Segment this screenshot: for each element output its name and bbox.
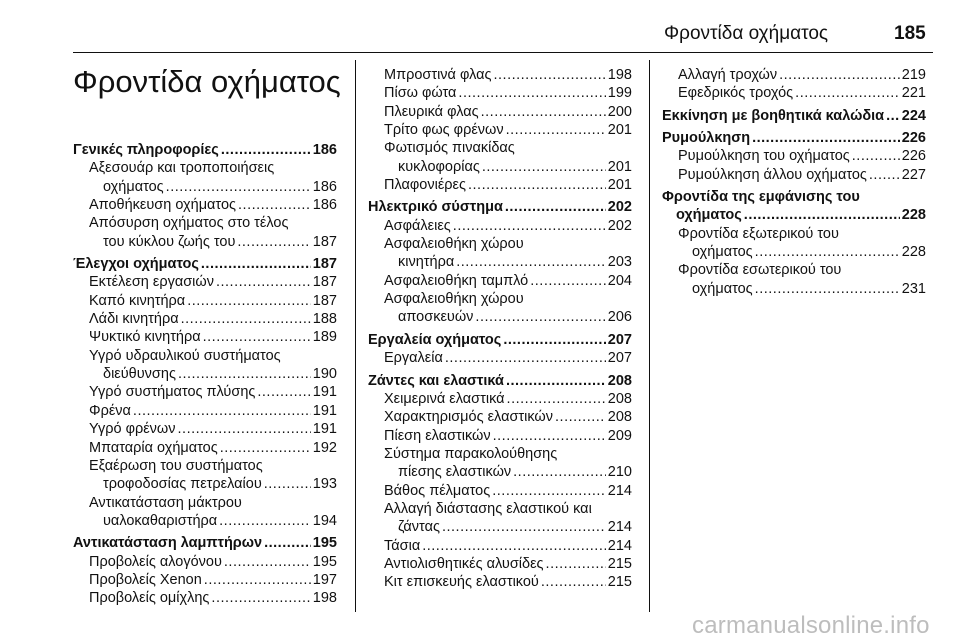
dot-leader — [493, 66, 605, 84]
column-divider-1 — [355, 60, 356, 612]
toc-page-number: 194 — [312, 512, 337, 529]
toc-entry[interactable] — [368, 217, 632, 235]
dot-leader — [453, 217, 606, 235]
dot-leader — [744, 206, 900, 224]
toc-entry[interactable] — [662, 147, 926, 165]
toc-entry[interactable] — [73, 589, 337, 607]
toc-entry-title: Φροντίδα της εμφάνισης του — [662, 189, 860, 206]
toc-entry-title: Τάσια — [384, 537, 421, 554]
toc-entry[interactable] — [73, 196, 337, 214]
dot-leader — [530, 272, 606, 290]
dot-leader — [257, 383, 310, 401]
toc-page-number: 215 — [607, 574, 632, 591]
toc-entry-title: Ασφαλειοθήκη χώρου — [384, 236, 524, 253]
toc-entry[interactable] — [73, 457, 337, 494]
toc-entry[interactable] — [368, 573, 632, 591]
toc-entry-title: Χειμερινά ελαστικά — [384, 390, 505, 407]
toc-entry-title: Υγρό συστήματος πλύσης — [89, 384, 256, 401]
toc-entry-title: Ηλεκτρικό σύστημα — [368, 199, 503, 216]
toc-entry[interactable] — [368, 121, 632, 139]
dot-leader — [546, 555, 606, 573]
dot-leader — [503, 331, 605, 349]
toc-page-number: 207 — [607, 331, 632, 348]
dot-leader — [445, 349, 606, 367]
toc-entry-title: αποσκευών — [398, 309, 474, 326]
dot-leader — [506, 372, 606, 390]
toc-page-number: 198 — [312, 590, 337, 607]
toc-entry-title: Απόσυρση οχήματος στο τέλος — [89, 215, 289, 232]
chapter-title: Φροντίδα οχήματος — [73, 64, 341, 99]
dot-leader — [852, 147, 900, 165]
dot-leader — [886, 107, 900, 125]
toc-page-number: 186 — [312, 197, 337, 214]
toc-entry-title: οχήματος — [692, 244, 753, 261]
toc-page-number: 191 — [312, 384, 337, 401]
dot-leader — [221, 141, 311, 159]
toc-entry-title: Μπροστινά φλας — [384, 67, 492, 83]
dot-leader — [264, 534, 311, 552]
toc-page-number: 204 — [607, 272, 632, 289]
toc-page-number: 206 — [607, 309, 632, 326]
toc-section-entry[interactable] — [662, 129, 926, 147]
toc-entry-title: Κιτ επισκευής ελαστικού — [384, 574, 539, 591]
dot-leader — [869, 166, 900, 184]
toc-entry-title: Πλευρικά φλας — [384, 103, 479, 120]
header-divider — [73, 52, 933, 53]
toc-entry[interactable] — [368, 427, 632, 445]
toc-entry-title: πίεσης ελαστικών — [398, 464, 512, 481]
toc-entry-title: Εργαλεία οχήματος — [368, 331, 502, 348]
toc-page-number: 199 — [607, 85, 632, 102]
toc-page-number: 210 — [607, 464, 632, 481]
toc-entry-title: Εργαλεία — [384, 350, 443, 367]
toc-entry-title: διεύθυνσης — [103, 366, 176, 383]
toc-entry-title: Λάδι κινητήρα — [89, 311, 179, 328]
toc-page-number: 228 — [901, 244, 926, 261]
toc-page-number: 221 — [901, 85, 926, 102]
toc-entry[interactable] — [73, 420, 337, 438]
toc-entry[interactable] — [368, 235, 632, 272]
dot-leader — [541, 573, 606, 591]
toc-page-number: 187 — [312, 233, 337, 250]
toc-section-entry[interactable] — [368, 372, 632, 390]
toc-section-entry[interactable] — [73, 534, 337, 552]
toc-entry-title: Πίεση ελαστικών — [384, 427, 491, 444]
toc-entry[interactable] — [662, 225, 926, 262]
toc-page-number: 227 — [901, 166, 926, 183]
dot-leader — [211, 589, 310, 607]
toc-entry-title: Αξεσουάρ και τροποποιήσεις — [89, 160, 275, 177]
toc-entry[interactable] — [368, 84, 632, 102]
toc-entry[interactable] — [73, 402, 337, 420]
toc-entry-title: Ρυμούλκηση του οχήματος — [678, 148, 850, 165]
toc-entry-title: Προβολείς αλογόνου — [89, 553, 222, 570]
toc-entry[interactable] — [73, 159, 337, 196]
toc-entry-title: Φροντίδα εσωτερικού του — [678, 262, 842, 279]
toc-page-number: 189 — [312, 329, 337, 346]
toc-entry[interactable] — [73, 310, 337, 328]
toc-section-entry[interactable] — [662, 188, 926, 225]
toc-entry-title: Γενικές πληροφορίες — [73, 142, 219, 158]
dot-leader — [187, 292, 311, 310]
toc-entry[interactable] — [73, 347, 337, 384]
toc-entry-title: Προβολείς Xenon — [89, 571, 202, 588]
toc-entry-title: Ρυμούλκηση άλλου οχήματος — [678, 166, 867, 183]
dot-leader — [422, 537, 606, 555]
toc-entry-title: Καπό κινητήρα — [89, 292, 186, 309]
dot-leader — [238, 196, 311, 214]
toc-page-number: 200 — [607, 103, 632, 120]
toc-entry[interactable] — [368, 537, 632, 555]
toc-page-number: 224 — [901, 107, 926, 124]
toc-entry[interactable] — [662, 166, 926, 184]
toc-page-number: 203 — [607, 254, 632, 271]
toc-page-number: 215 — [607, 555, 632, 572]
toc-entry-title: Φρένα — [89, 402, 131, 419]
dot-leader — [505, 198, 606, 216]
toc-page-number: 202 — [607, 199, 632, 216]
dot-leader — [795, 84, 900, 102]
toc-entry-title: Ασφαλειοθήκη ταμπλό — [384, 272, 529, 289]
toc-page-number: 207 — [607, 350, 632, 367]
dot-leader — [507, 390, 606, 408]
toc-entry-title: Μπαταρία οχήματος — [89, 439, 218, 456]
watermark-text: carmanualsonline.info — [692, 612, 930, 639]
toc-entry[interactable] — [368, 290, 632, 327]
toc-section-entry[interactable] — [73, 141, 337, 159]
toc-entry-title: Χαρακτηρισμός ελαστικών — [384, 409, 554, 426]
toc-entry[interactable] — [368, 272, 632, 290]
toc-entry-title: Εξαέρωση του συστήματος — [89, 457, 263, 474]
dot-leader — [442, 518, 606, 536]
toc-page-number: 208 — [607, 409, 632, 426]
dot-leader — [506, 121, 606, 139]
toc-page-number: 219 — [901, 67, 926, 83]
dot-leader — [492, 482, 606, 500]
toc-entry[interactable] — [73, 439, 337, 457]
toc-entry-title: Ασφάλειες — [384, 217, 451, 234]
dot-leader — [237, 233, 310, 251]
toc-page-number: 214 — [607, 519, 632, 536]
toc-page-number: 228 — [901, 207, 926, 224]
toc-page-number: 191 — [312, 421, 337, 438]
toc-entry[interactable] — [368, 103, 632, 121]
toc-column-2 — [368, 66, 632, 592]
toc-entry[interactable] — [73, 328, 337, 346]
toc-page-number: 226 — [901, 130, 926, 147]
dot-leader — [755, 280, 900, 298]
dot-leader — [555, 408, 606, 426]
toc-entry[interactable] — [368, 139, 632, 176]
toc-page-number: 188 — [312, 311, 337, 328]
toc-section-entry[interactable] — [368, 198, 632, 216]
toc-page-number: 195 — [312, 553, 337, 570]
toc-entry[interactable] — [368, 349, 632, 367]
toc-entry-title: Αντιολισθητικές αλυσίδες — [384, 555, 544, 572]
toc-page-number: 195 — [312, 535, 337, 552]
dot-leader — [204, 571, 311, 589]
toc-entry[interactable] — [368, 555, 632, 573]
dot-leader — [201, 255, 311, 273]
toc-entry-title: Φροντίδα εξωτερικού του — [678, 225, 839, 242]
toc-entry[interactable] — [662, 84, 926, 102]
toc-entry-title: Εφεδρικός τροχός — [678, 85, 794, 102]
dot-leader — [203, 328, 311, 346]
toc-page-number: 192 — [312, 439, 337, 456]
column-divider-2 — [649, 60, 650, 612]
toc-entry[interactable] — [662, 66, 926, 84]
dot-leader — [181, 310, 311, 328]
toc-page-number: 187 — [312, 292, 337, 309]
toc-page-number: 214 — [607, 537, 632, 554]
toc-entry-title: Ζάντες και ελαστικά — [368, 372, 504, 389]
toc-entry[interactable] — [73, 553, 337, 571]
toc-entry[interactable] — [368, 445, 632, 482]
toc-page-number: 201 — [607, 177, 632, 194]
dot-leader — [178, 365, 311, 383]
toc-section-entry[interactable] — [662, 107, 926, 125]
toc-entry-title: κινητήρα — [398, 254, 455, 271]
toc-entry-title: Πίσω φώτα — [384, 85, 457, 102]
toc-entry-title: Προβολείς ομίχλης — [89, 590, 210, 607]
toc-entry-title: Αλλαγή διάστασης ελαστικού και — [384, 500, 592, 517]
toc-entry-title: Αντικατάσταση λαμπτήρων — [73, 535, 263, 552]
toc-page-number: 187 — [312, 256, 337, 273]
toc-entry-title: υαλοκαθαριστήρα — [103, 512, 218, 529]
toc-entry[interactable] — [368, 500, 632, 537]
toc-entry-title: Υγρό φρένων — [89, 421, 176, 438]
dot-leader — [220, 439, 311, 457]
toc-entry[interactable] — [73, 383, 337, 401]
toc-page-number: 191 — [312, 402, 337, 419]
running-header-title: Φροντίδα οχήματος — [664, 23, 829, 44]
dot-leader — [493, 427, 606, 445]
dot-leader — [468, 176, 606, 194]
toc-entry-title: Υγρό υδραυλικού συστήματος — [89, 347, 281, 364]
dot-leader — [216, 273, 311, 291]
dot-leader — [456, 253, 606, 271]
toc-entry-title: οχήματος — [676, 207, 742, 224]
toc-column-1 — [73, 141, 337, 608]
toc-section-entry[interactable] — [73, 255, 337, 273]
toc-entry-title: Έλεγχοι οχήματος — [73, 256, 199, 273]
toc-entry[interactable] — [662, 261, 926, 298]
toc-entry[interactable] — [73, 292, 337, 310]
toc-page-number: 198 — [607, 67, 632, 83]
toc-page-number: 226 — [901, 148, 926, 165]
toc-entry-title: Ρυμούλκηση — [662, 130, 751, 147]
dot-leader — [752, 129, 900, 147]
dot-leader — [755, 243, 900, 261]
dot-leader — [219, 512, 311, 530]
toc-page-number: 186 — [312, 142, 337, 158]
toc-entry-title: Αποθήκευση οχήματος — [89, 197, 237, 214]
toc-page-number: 201 — [607, 122, 632, 139]
dot-leader — [475, 308, 605, 326]
toc-entry-title: Τρίτο φως φρένων — [384, 122, 504, 139]
dot-leader — [513, 463, 606, 481]
toc-section-entry[interactable] — [368, 331, 632, 349]
toc-entry-title: ζάντας — [398, 519, 440, 536]
toc-page-number: 209 — [607, 427, 632, 444]
toc-entry[interactable] — [73, 214, 337, 251]
toc-entry[interactable] — [368, 482, 632, 500]
toc-page-number: 201 — [607, 158, 632, 175]
toc-entry[interactable] — [73, 273, 337, 291]
dot-leader — [224, 553, 311, 571]
dot-leader — [166, 178, 311, 196]
toc-page-number: 214 — [607, 482, 632, 499]
toc-entry[interactable] — [368, 176, 632, 194]
dot-leader — [481, 103, 606, 121]
toc-page-number: 202 — [607, 217, 632, 234]
toc-page-number: 190 — [312, 366, 337, 383]
toc-entry-title: Σύστημα παρακολούθησης — [384, 445, 558, 462]
toc-entry[interactable] — [368, 390, 632, 408]
toc-entry-title: οχήματος — [692, 280, 753, 297]
toc-entry-title: τροφοδοσίας πετρελαίου — [103, 476, 262, 493]
toc-entry-title: Αλλαγή τροχών — [678, 67, 778, 83]
toc-page-number: 208 — [607, 390, 632, 407]
toc-entry-title: του κύκλου ζωής του — [103, 233, 236, 250]
toc-entry-title: Εκτέλεση εργασιών — [89, 274, 214, 291]
toc-page-number: 187 — [312, 274, 337, 291]
toc-entry[interactable] — [73, 494, 337, 531]
dot-leader — [264, 475, 311, 493]
toc-page-number: 193 — [312, 476, 337, 493]
dot-leader — [458, 84, 605, 102]
toc-entry-title: Φωτισμός πινακίδας — [384, 140, 515, 157]
toc-entry-title: οχήματος — [103, 178, 164, 195]
dot-leader — [178, 420, 311, 438]
toc-page-number: 186 — [312, 178, 337, 195]
toc-entry-title: Βάθος πέλματος — [384, 482, 491, 499]
dot-leader — [133, 402, 311, 420]
toc-entry[interactable] — [368, 66, 632, 84]
toc-entry-title: Εκκίνηση με βοηθητικά καλώδια — [662, 107, 885, 124]
toc-page-number: 208 — [607, 372, 632, 389]
toc-entry-title: Ψυκτικό κινητήρα — [89, 329, 201, 346]
page-number: 185 — [894, 23, 926, 44]
toc-entry-title: Ασφαλειοθήκη χώρου — [384, 291, 524, 308]
dot-leader — [482, 158, 606, 176]
dot-leader — [779, 66, 900, 84]
toc-entry-title: Πλαφονιέρες — [384, 177, 466, 194]
toc-column-3 — [662, 66, 926, 298]
toc-entry-title: Αντικατάσταση μάκτρου — [89, 494, 242, 511]
toc-entry[interactable] — [368, 408, 632, 426]
toc-page-number: 231 — [901, 280, 926, 297]
toc-entry-title: κυκλοφορίας — [398, 158, 480, 175]
toc-page-number: 197 — [312, 571, 337, 588]
toc-entry[interactable] — [73, 571, 337, 589]
